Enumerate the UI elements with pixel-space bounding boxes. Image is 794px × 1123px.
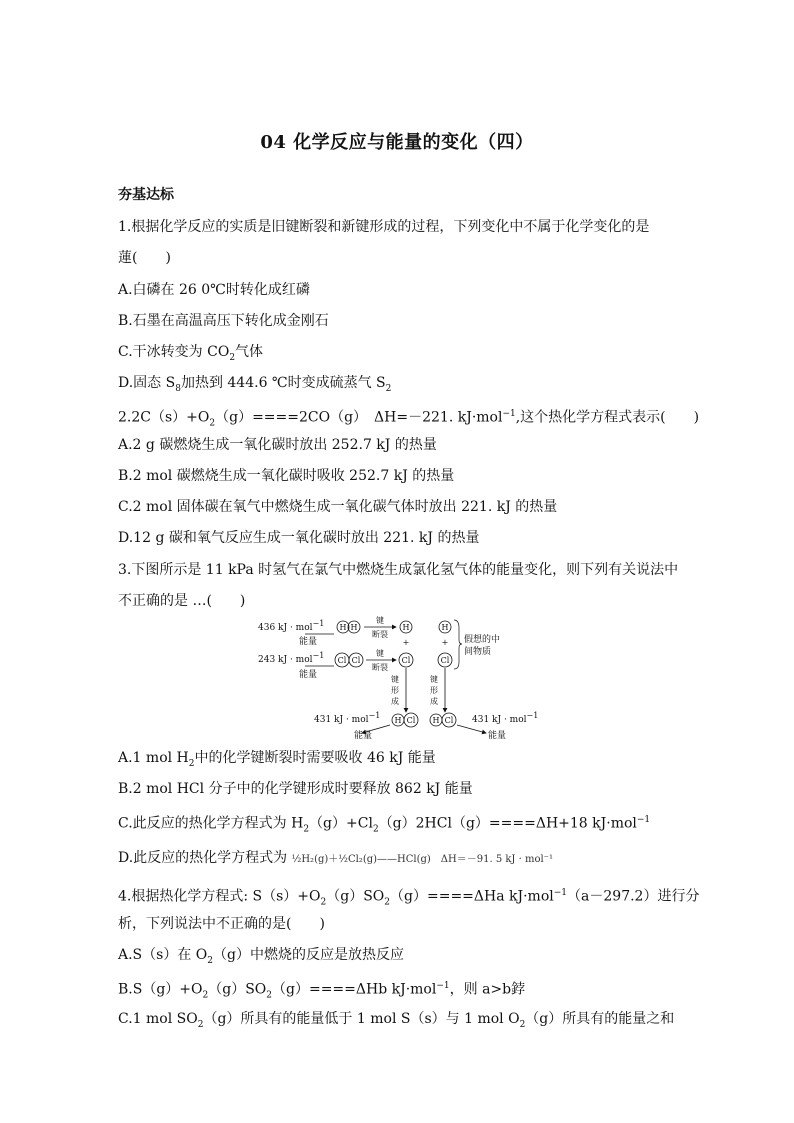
cl-atom-right (438, 653, 452, 667)
q2-stem: $2.2C(s)+O_2(g)====2CO(g)$ ΔH=－221. kJ·mol$^{-1}$,这个热化学方程式表示( ) (118, 409, 700, 429)
svg-text:H: H (441, 623, 449, 632)
q2-option-a: A.2 g 碳燃烧生成一氧化碳时放出 252.7 kJ 的热量 (118, 437, 437, 453)
bond-break-label-2a: 键 (376, 649, 384, 658)
bond-break-label-2b: 断裂 (372, 663, 388, 672)
q3-option-c: C.此反应的热化学方程式为 $H_2(g)+Cl_2(g)2HCl(g)====\Delta H+18$ kJ·mol$^{-1}$ (118, 815, 651, 835)
svg-text:Cl: Cl (444, 716, 454, 725)
svg-text:Cl: Cl (337, 656, 347, 665)
q4-option-b: $B.S(g)+O_2(g)SO_2(g)====\Delta Hb$ kJ·mol$^{-1}$，则 a>b鋍 (118, 981, 526, 1001)
q3-option-d-formula: ½H₂(g)＋½Cl₂(g)——HCl(g) ΔH＝－91. 5 kJ · mol⁻¹ (291, 854, 553, 865)
svg-text:Cl: Cl (401, 656, 411, 665)
bond-form-label-r2: 形 (430, 686, 438, 695)
q3-option-b: B.2 mol HCl 分子中的化学键形成时要释放 862 kJ 能量 (118, 781, 473, 797)
q1-option-a: A.白磷在 26 0℃时转化成红磷 (118, 282, 310, 298)
hcl-energy-word-left: 能量 (354, 731, 373, 741)
q4-stem-line1: 4.根据热化学方程式: $S(s)+O_2(g)SO_2(g)====\Delta Ha$ kJ·mol$^{-1}$（a－297.2）进行分 (118, 888, 700, 908)
hcl-molecule-left (392, 713, 418, 727)
page-title: 04 化学反应与能量的变化（四） (260, 132, 534, 153)
bond-form-label-l2: 形 (391, 686, 399, 695)
hcl-energy-label-right: 431 kJ · mol−1 (472, 711, 539, 725)
hcl-molecule-right (430, 713, 456, 727)
hcl-energy-word-right: 能量 (488, 731, 507, 741)
svg-text:Cl: Cl (351, 656, 361, 665)
q3-option-d: D.此反应的热化学方程式为 ½H₂(g)＋½Cl₂(g)——HCl(g) ΔH＝－91. 5 kJ · mol⁻¹ (118, 850, 553, 866)
brace (454, 620, 462, 669)
cl2-molecule (335, 653, 363, 667)
svg-text:H: H (402, 623, 410, 632)
q4-option-c: C.1 mol $SO_2(g)$所具有的能量低于 1 mol S（s）与 1 mol $O_2(g)$所具有的能量之和 (118, 1011, 675, 1030)
q4-option-a: A.S（s）在 $O_2(g)$中燃烧的反应是放热反应 (118, 947, 404, 966)
plus-mid: + (402, 638, 410, 647)
svg-text:H: H (432, 716, 440, 725)
svg-text:Cl: Cl (440, 656, 450, 665)
h2-energy-label: 436 kJ · mol−1 (258, 619, 325, 633)
energy-diagram (250, 616, 550, 744)
hypothetical-label-1: 假想的中 (464, 635, 501, 645)
section-heading: 夯基达标 (118, 187, 174, 203)
plus-right: + (441, 638, 449, 647)
svg-text:H: H (350, 623, 358, 632)
bond-form-label-l3: 成 (391, 697, 399, 706)
bond-form-label-r3: 成 (430, 697, 438, 706)
q1-option-b: B.石墨在高温高压下转化成金刚石 (118, 313, 329, 329)
h-atom-right (439, 621, 451, 633)
cl2-energy-word: 能量 (299, 670, 318, 680)
bond-form-label-l1: 键 (391, 675, 399, 684)
h-atom-mid (400, 621, 412, 633)
q1-stem-line1: 1.根据化学反应的实质是旧键断裂和新键形成的过程，下列变化中不属于化学变化的是 (118, 219, 650, 235)
svg-text:H: H (339, 623, 347, 632)
q1-stem-line2: 蓮( ) (118, 250, 171, 266)
q4-stem-line2: 析，下列说法中不正确的是( ) (118, 916, 325, 932)
q2-option-c: C.2 mol 固体碳在氧气中燃烧生成一氧化碳气体时放出 221. kJ 的热量 (118, 499, 558, 515)
q2-option-d: D.12 g 碳和氧气反应生成一氧化碳时放出 221. kJ 的热量 (118, 530, 480, 546)
bond-form-label-r1: 键 (430, 675, 438, 684)
h2-energy-word: 能量 (299, 637, 318, 647)
q3-stem-line1: 3.下图所示是 11 kPa 时氢气在氯气中燃烧生成氯化氢气体的能量变化，则下列有关说法中 (118, 562, 679, 578)
bond-break-label-1a: 键 (376, 616, 384, 625)
cl2-energy-label: 243 kJ · mol−1 (258, 651, 325, 665)
q3-option-a: A.1 mol $H_2$中的化学键断裂时需要吸收 46 kJ 能量 (118, 750, 436, 769)
q1-option-c: C.干冰转变为 $CO_2$气体 (118, 344, 264, 363)
svg-text:Cl: Cl (406, 716, 416, 725)
h2-molecule (337, 621, 360, 633)
bond-break-label-1b: 断裂 (372, 630, 388, 639)
q3-stem-line2: 不正确的是 …( ) (118, 593, 246, 609)
hcl-energy-label-left: 431 kJ · mol−1 (314, 711, 381, 725)
hypothetical-label-2: 间物质 (464, 647, 492, 657)
svg-text:H: H (394, 716, 402, 725)
q2-option-b: B.2 mol 碳燃烧生成一氧化碳时吸收 252.7 kJ 的热量 (118, 468, 455, 484)
cl-atom-mid (399, 653, 413, 667)
q1-option-d: D.固态 $S_8$加热到 444.6 ℃时变成硫蒸气 $S_2$ (118, 375, 392, 394)
